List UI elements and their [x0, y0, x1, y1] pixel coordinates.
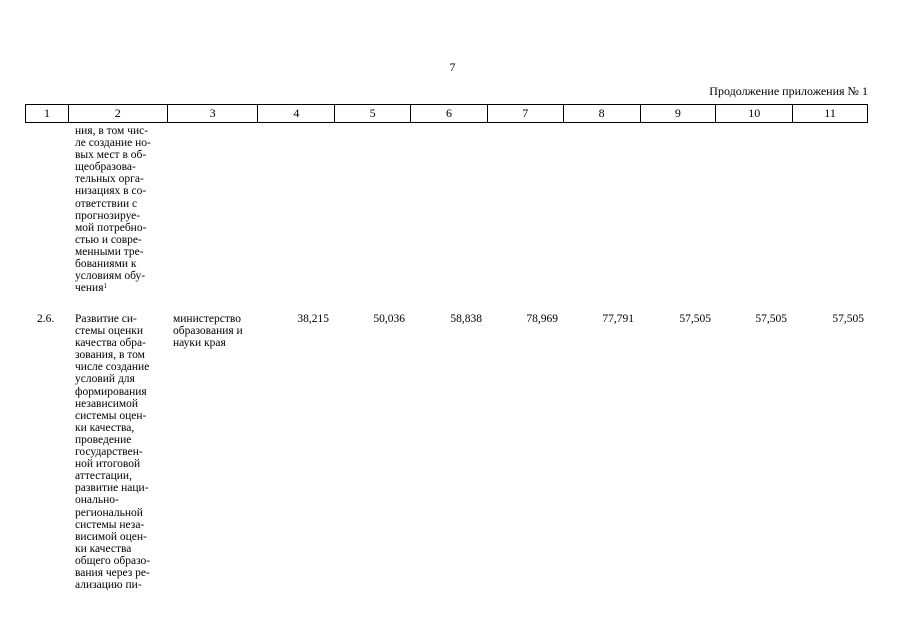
column-header-5: 5	[335, 105, 411, 122]
column-header-8: 8	[564, 105, 641, 122]
column-header-9: 9	[641, 105, 717, 122]
row-number: 2.6.	[37, 313, 55, 325]
row-value-col8: 77,791	[602, 313, 634, 325]
column-header-1: 1	[26, 105, 69, 122]
column-header-10: 10	[716, 105, 793, 122]
row-value-col9: 57,505	[679, 313, 711, 325]
column-header-6: 6	[411, 105, 488, 122]
column-header-11: 11	[824, 106, 836, 120]
row-value-col4: 38,215	[297, 313, 329, 325]
column-header-3: 3	[168, 105, 259, 122]
column-header-2: 2	[69, 105, 168, 122]
row-value-col7: 78,969	[526, 313, 558, 325]
row-value-col11: 57,505	[832, 313, 864, 325]
row-value-col5: 50,036	[373, 313, 405, 325]
row-value-col6: 58,838	[450, 313, 482, 325]
table-header-row	[25, 104, 868, 123]
footnote-marker: 1	[103, 282, 107, 291]
continued-cell-body: ния, в том чис- ле создание но- вых мест в об- щеобразова- тельных орга- низациях в со- ответствии с прогнозируе- мой потребно- стью и совре- менными тре- бованиями к условиям обу- чения	[75, 125, 151, 295]
continued-cell-text	[75, 125, 151, 294]
column-header-4: 4	[258, 105, 335, 122]
page-number: 7	[449, 60, 456, 74]
row-name: Развитие си- стемы оценки качества обра- зования, в том числе создание условий для формирования независимой системы оцен- ки качества, проведение государствен- ной итоговой аттестации, развитие наци- онально- региональной системы неза- висимой оцен- ки качества общего образо- вания через ре- ализацию пи-	[75, 313, 151, 592]
row-executor: министерство образования и науки края	[173, 313, 243, 350]
row-value-col10: 57,505	[755, 313, 787, 325]
continuation-label: Продолжение приложения № 1	[709, 84, 868, 98]
column-header-7: 7	[488, 105, 564, 122]
